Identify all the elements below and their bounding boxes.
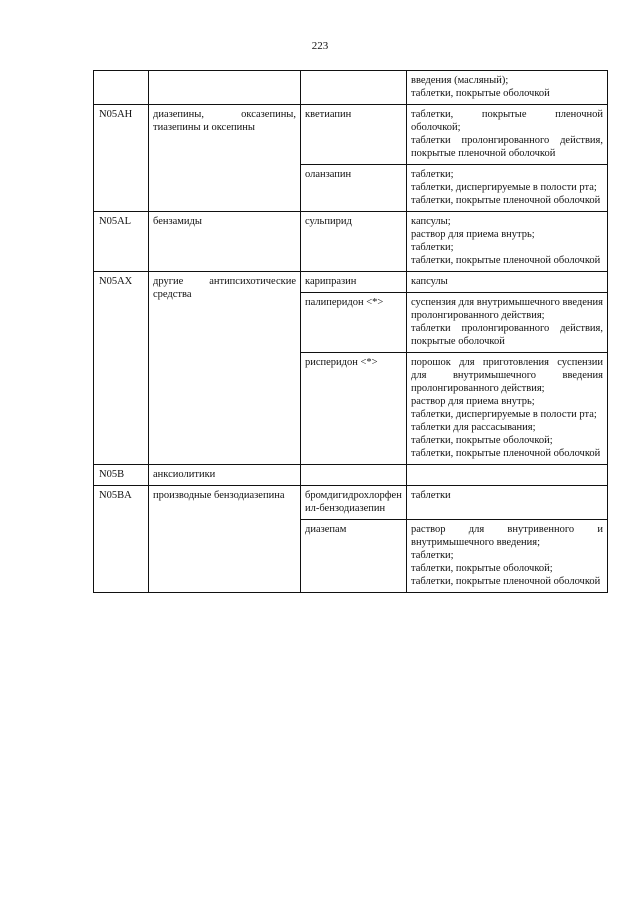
atc-code-cell: N05AH — [94, 105, 149, 212]
dosage-form: таблетки, покрытые оболочкой; — [411, 563, 553, 574]
dosage-form: капсулы; — [411, 216, 451, 227]
dosage-form: таблетки, диспергируемые в полости рта; — [411, 182, 597, 193]
dosage-form: таблетки; — [411, 169, 454, 180]
dosage-form-cell — [407, 520, 608, 593]
group-cell: другие антипсихотические средства — [149, 272, 301, 465]
dosage-form: таблетки; — [411, 242, 454, 253]
drug-cell: оланзапин — [301, 165, 407, 212]
group-cell: диазепины, оксазепины, тиазепины и оксепины — [149, 105, 301, 212]
dosage-form: таблетки пролонгированного действия, покрытые пленочной оболочкой — [411, 135, 603, 159]
dosage-form-cell — [407, 486, 608, 520]
atc-code-cell: N05AX — [94, 272, 149, 465]
table-row — [94, 212, 608, 272]
table-row — [94, 465, 608, 486]
drug-cell: диазепам — [301, 520, 407, 593]
dosage-form: таблетки, покрытые пленочной оболочкой — [411, 195, 601, 206]
dosage-form: таблетки, диспергируемые в полости рта; — [411, 409, 597, 420]
dosage-form: таблетки для рассасывания; — [411, 422, 536, 433]
dosage-form-cell — [407, 293, 608, 353]
drug-cell: бромдигидрохлорфенил-бензодиазепин — [301, 486, 407, 520]
dosage-form: таблетки, покрытые пленочной оболочкой — [411, 576, 601, 587]
atc-code-cell: N05BA — [94, 486, 149, 593]
dosage-form-cell — [407, 71, 608, 105]
dosage-form: суспензия для внутримышечного введения пролонгированного действия; — [411, 297, 603, 321]
drug-cell: кветиапин — [301, 105, 407, 165]
dosage-form: таблетки пролонгированного действия, покрытые оболочкой — [411, 323, 603, 347]
drug-cell — [301, 465, 407, 486]
table-row — [94, 105, 608, 165]
dosage-form-cell — [407, 165, 608, 212]
drug-cell: сульпирид — [301, 212, 407, 272]
atc-code-cell — [94, 71, 149, 105]
dosage-form: таблетки; — [411, 550, 454, 561]
atc-code-cell: N05AL — [94, 212, 149, 272]
table-row — [94, 486, 608, 520]
atc-code-cell: N05B — [94, 465, 149, 486]
drug-cell: карипразин — [301, 272, 407, 293]
dosage-form: таблетки, покрытые оболочкой — [411, 88, 550, 99]
group-cell: бензамиды — [149, 212, 301, 272]
dosage-form: капсулы — [411, 276, 448, 287]
page-number: 223 — [311, 40, 329, 52]
dosage-form: таблетки, покрытые пленочной оболочкой; — [411, 109, 603, 133]
dosage-form-cell — [407, 105, 608, 165]
table-row — [94, 272, 608, 293]
dosage-form-cell — [407, 353, 608, 465]
dosage-form: введения (масляный); — [411, 75, 509, 86]
dosage-form: таблетки, покрытые пленочной оболочкой — [411, 255, 601, 266]
group-cell: производные бензодиазепина — [149, 486, 301, 593]
drug-cell: палиперидон <*> — [301, 293, 407, 353]
drug-table — [93, 70, 608, 593]
dosage-form: таблетки — [411, 490, 451, 501]
dosage-form-cell — [407, 212, 608, 272]
dosage-form: таблетки, покрытые пленочной оболочкой — [411, 448, 601, 459]
drug-cell: рисперидон <*> — [301, 353, 407, 465]
dosage-form-cell — [407, 272, 608, 293]
dosage-form: раствор для приема внутрь; — [411, 396, 535, 407]
drug-cell — [301, 71, 407, 105]
table-row — [94, 71, 608, 105]
group-cell: анксиолитики — [149, 465, 301, 486]
dosage-form: раствор для внутривенного и внутримышечного введения; — [411, 524, 603, 548]
dosage-form: раствор для приема внутрь; — [411, 229, 535, 240]
dosage-form: таблетки, покрытые оболочкой; — [411, 435, 553, 446]
dosage-form-cell — [407, 465, 608, 486]
dosage-form: порошок для приготовления суспензии для внутримышечного введения пролонгированного действия; — [411, 357, 603, 394]
group-cell — [149, 71, 301, 105]
